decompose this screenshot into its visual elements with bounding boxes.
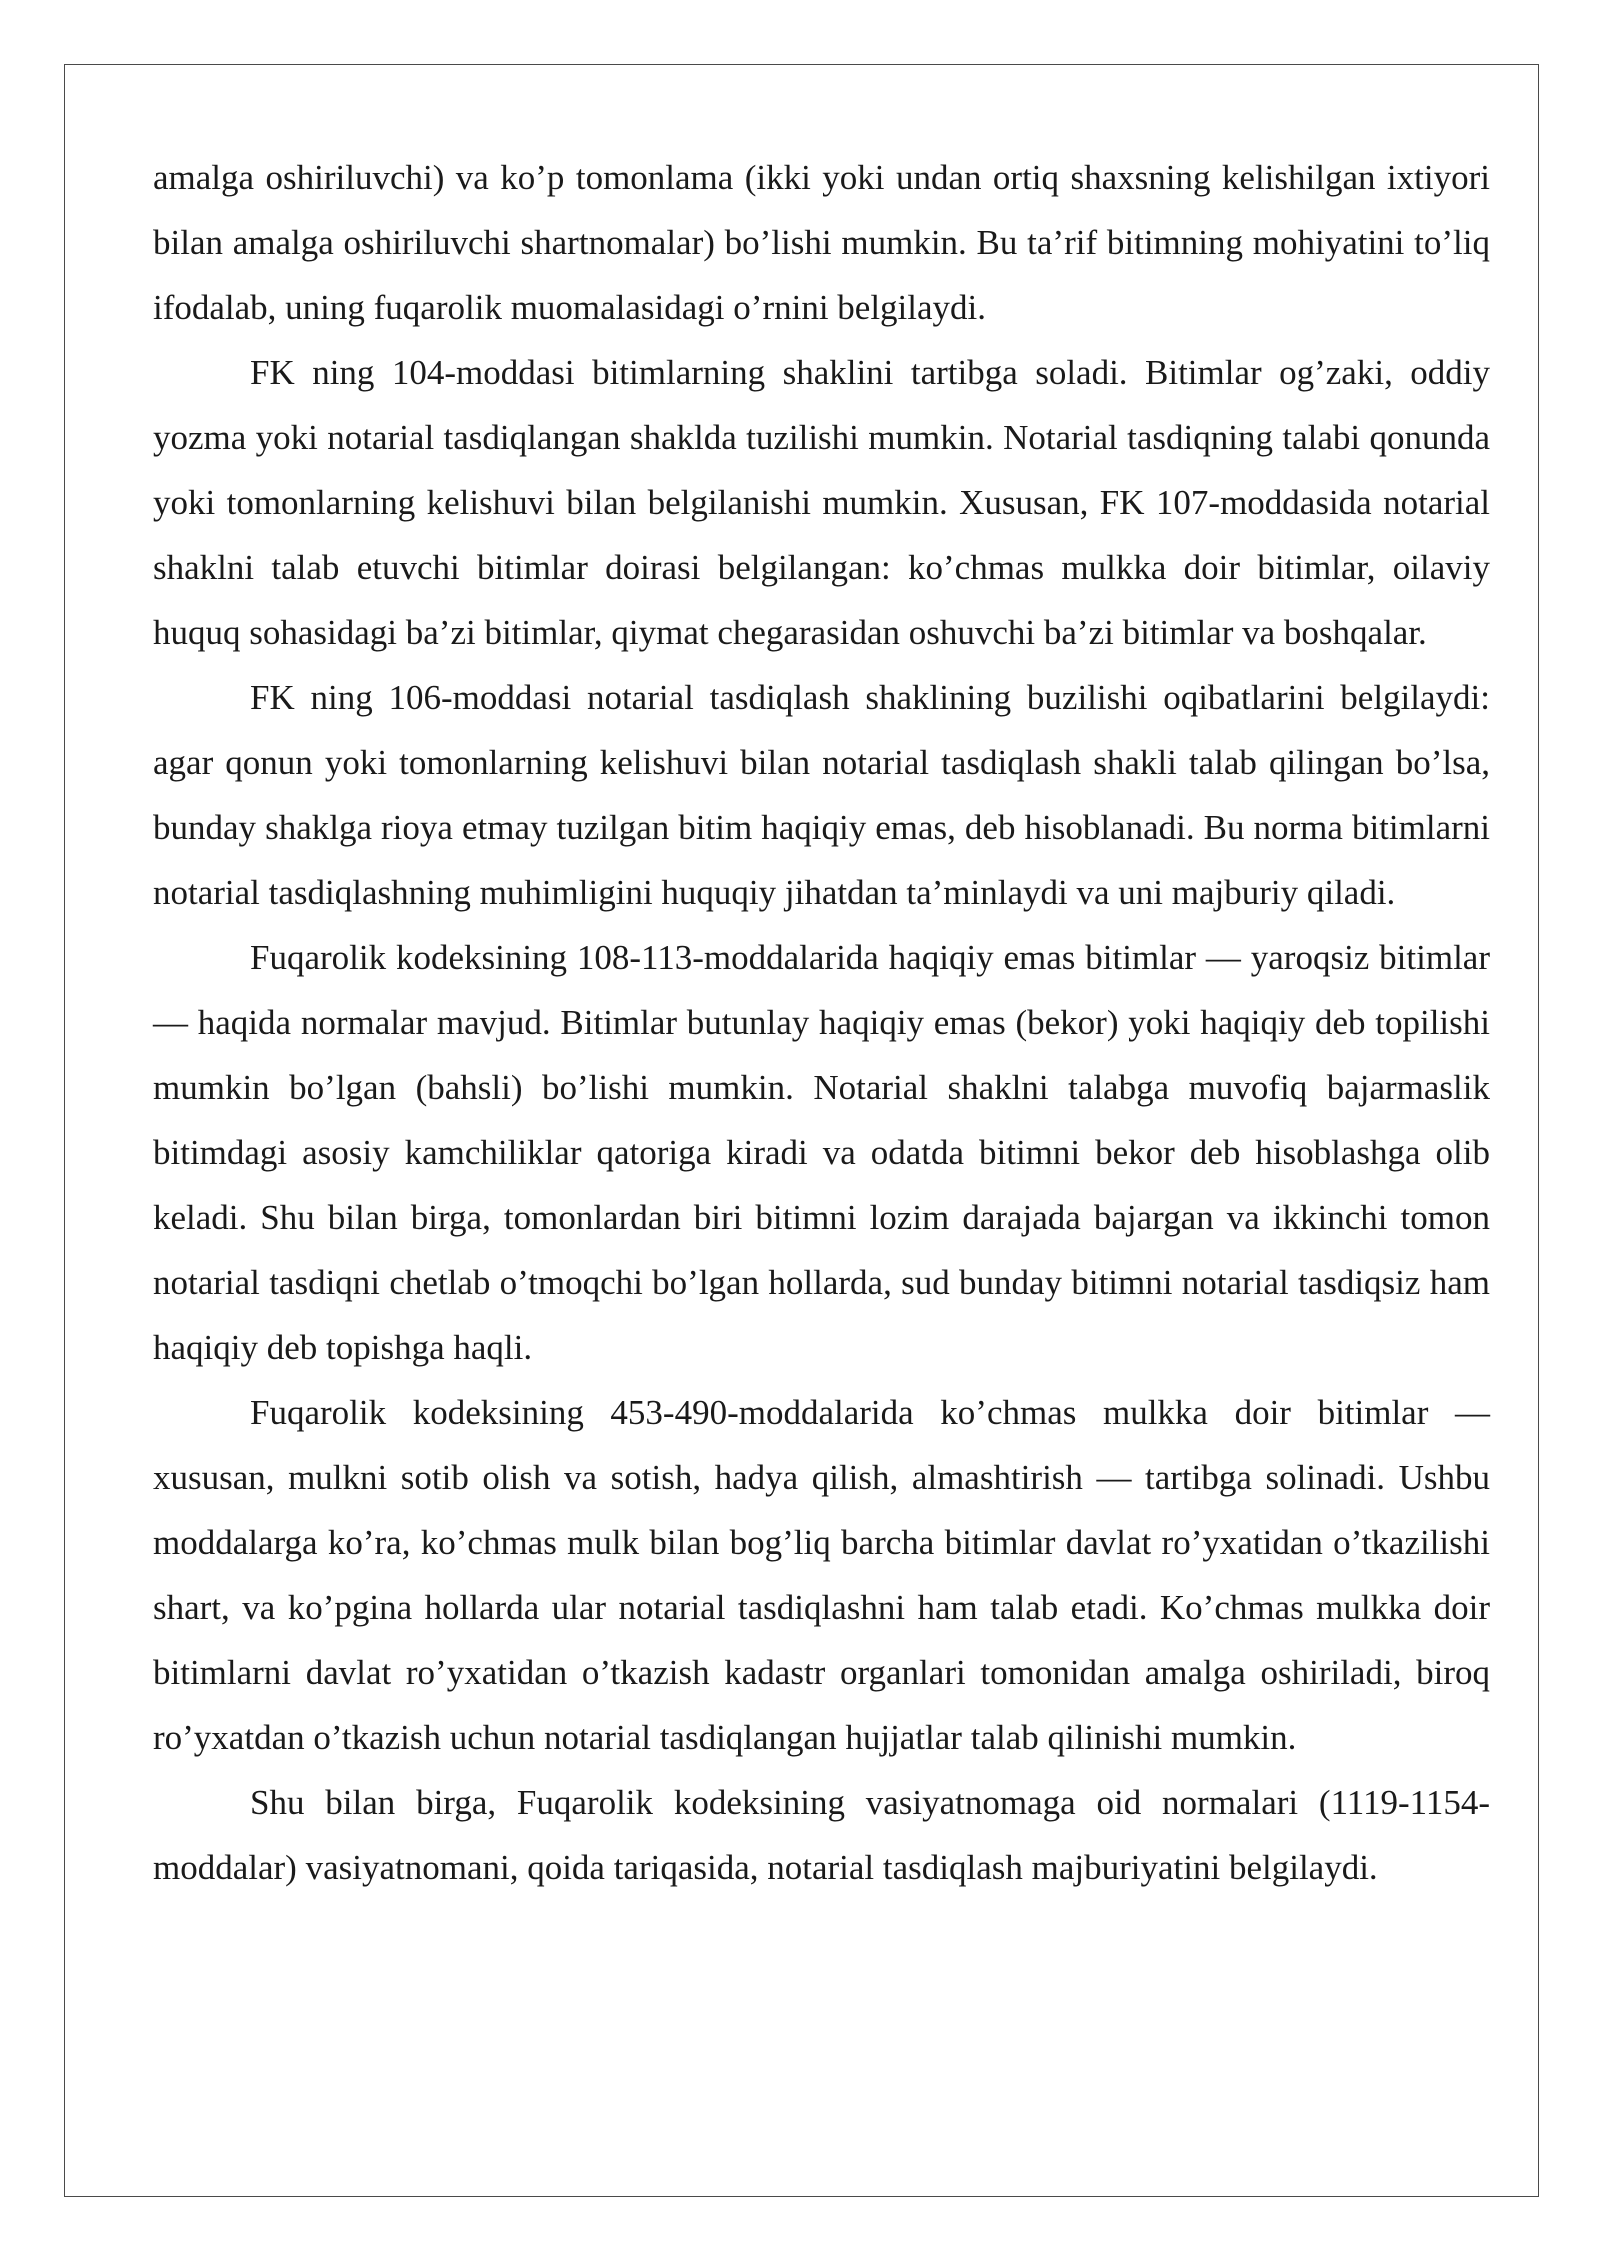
paragraph-continuation: amalga oshiriluvchi) va ko’p tomonlama (ikki yoki undan ortiq shaxsning kelishilgan ixtiyori bilan amalga oshiriluvchi shartnomalar) bo’lishi mumkin. Bu ta’rif bitimning mohiyatini to’liq ifodalab, uning fuqarolik muomalasidagi o’rnini belgilaydi. bbox=[153, 158, 1490, 327]
paragraph: FK ning 106-moddasi notarial tasdiqlash shaklining buzilishi oqibatlarini belgilaydi: agar qonun yoki tomonlarning kelishuvi bilan notarial tasdiqlash shakli talab qilingan bo’lsa, bunday shaklga rioya etmay tuzilgan bitim haqiqiy emas, deb hisoblanadi. Bu norma bitimlarni notarial tasdiqlashning muhimligini huquqiy jihatdan ta’minlaydi va uni majburiy qiladi. bbox=[153, 678, 1490, 912]
paragraph: Fuqarolik kodeksining 108-113-moddalarida haqiqiy emas bitimlar — yaroqsiz bitimlar — haqida normalar mavjud. Bitimlar butunlay haqiqiy emas (bekor) yoki haqiqiy deb topilishi mumkin bo’lgan (bahsli) bo’lishi mumkin. Notarial shaklni talabga muvofiq bajarmaslik bitimdagi asosiy kamchiliklar qatoriga kiradi va odatda bitimni bekor deb hisoblashga olib keladi. Shu bilan birga, tomonlardan biri bitimni lozim darajada bajargan va ikkinchi tomon notarial tasdiqni chetlab o’tmoqchi bo’lgan hollarda, sud bunday bitimni notarial tasdiqsiz ham haqiqiy deb topishga haqli. bbox=[153, 938, 1490, 1367]
paragraph: Fuqarolik kodeksining 453-490-moddalarida ko’chmas mulkka doir bitimlar — xususan, mulkni sotib olish va sotish, hadya qilish, almashtirish — tartibga solinadi. Ushbu moddalarga ko’ra, ko’chmas mulk bilan bog’liq barcha bitimlar davlat ro’yxatidan o’tkazilishi shart, va ko’pgina hollarda ular notarial tasdiqlashni ham talab etadi. Ko’chmas mulkka doir bitimlarni davlat ro’yxatidan o’tkazish kadastr organlari tomonidan amalga oshiriladi, biroq ro’yxatdan o’tkazish uchun notarial tasdiqlangan hujjatlar talab qilinishi mumkin. bbox=[153, 1393, 1490, 1757]
document-body bbox=[153, 145, 1490, 1900]
paragraph: Shu bilan birga, Fuqarolik kodeksining vasiyatnomaga oid normalari (1119-1154-moddalar) vasiyatnomani, qoida tariqasida, notarial tasdiqlash majburiyatini belgilaydi. bbox=[153, 1783, 1490, 1887]
paragraph: FK ning 104-moddasi bitimlarning shaklini tartibga soladi. Bitimlar og’zaki, oddiy yozma yoki notarial tasdiqlangan shaklda tuzilishi mumkin. Notarial tasdiqning talabi qonunda yoki tomonlarning kelishuvi bilan belgilanishi mumkin. Xususan, FK 107-moddasida notarial shaklni talab etuvchi bitimlar doirasi belgilangan: ko’chmas mulkka doir bitimlar, oilaviy huquq sohasidagi ba’zi bitimlar, qiymat chegarasidan oshuvchi ba’zi bitimlar va boshqalar. bbox=[153, 353, 1490, 652]
